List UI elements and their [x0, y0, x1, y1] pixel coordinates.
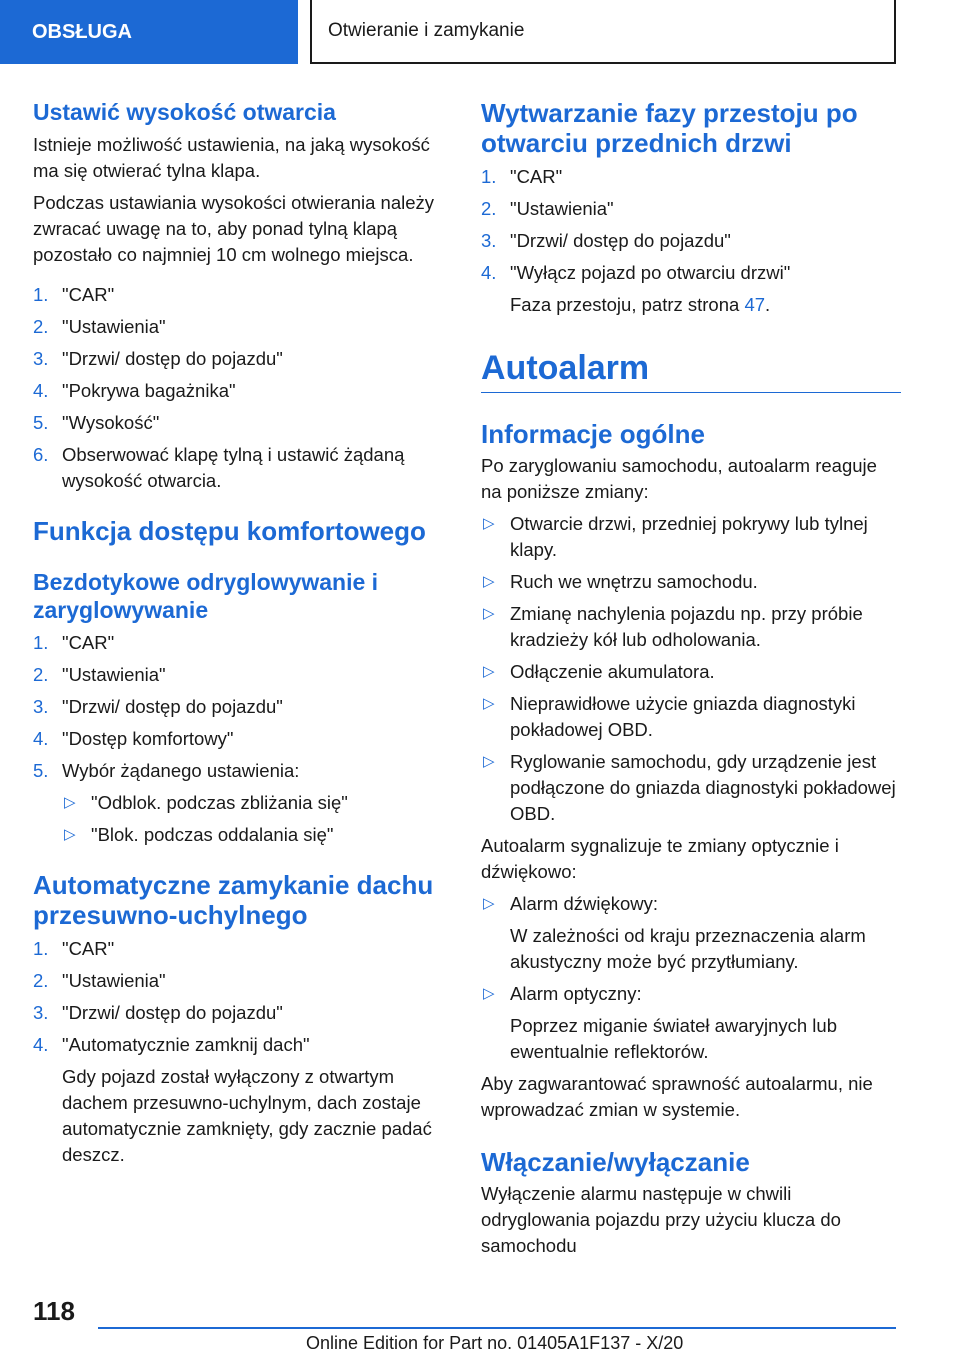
steps-list [33, 936, 453, 1058]
section-title: Włączanie/wyłączanie [481, 1147, 750, 1177]
section-tab [0, 0, 298, 64]
list-item: 4. "Automatycznie zamknij dach" [33, 1034, 310, 1055]
triangle-right-icon: ▷ [64, 794, 76, 811]
paragraph: Wyłączenie alarmu następuje w chwili odryglowania pojazdu przy użyciu klucza do samochodu [481, 1183, 841, 1256]
list-item: 2. "Ustawienia" [33, 316, 166, 337]
triangle-right-icon: ▷ [483, 573, 495, 590]
paragraph: Istnieje możliwość ustawienia, na jaką wysokość ma się otwierać tylna klapa. [33, 134, 430, 181]
section-title: Wytwarzanie fazy przestoju po otwarciu przednich drzwi [481, 98, 858, 158]
triangle-right-icon: ▷ [483, 985, 495, 1002]
list-item: 3. "Drzwi/ dostęp do pojazdu" [481, 230, 731, 251]
list-item: ▷ Ryglowanie samochodu, gdy urządzenie jest podłączone do gniazda diagnostyki pokładowej OBD. [483, 751, 896, 824]
section-label: OBSŁUGA [32, 20, 132, 43]
list-item: 2. "Ustawienia" [33, 970, 166, 991]
page-number: 118 [33, 1296, 75, 1326]
list-item: ▷ Nieprawidłowe użycie gniazda diagnostyki pokładowej OBD. [483, 693, 856, 740]
list-item: 4. "Wyłącz pojazd po otwarciu drzwi" [481, 262, 791, 283]
list-item: 1. "CAR" [481, 166, 563, 187]
steps-list [33, 630, 453, 848]
paragraph: Po zaryglowaniu samochodu, autoalarm reaguje na poniższe zmiany: [481, 455, 877, 502]
section-title: Automatyczne zamykanie dachu przesuwno-uchylnego [33, 870, 434, 930]
chapter-label: Otwieranie i zamykanie [328, 20, 525, 41]
bullet-note: W zależności od kraju przeznaczenia alarm akustyczny może być przytłumiany. [510, 925, 866, 972]
page-link[interactable]: 47 [744, 294, 766, 315]
bullet-list [481, 891, 901, 1065]
list-item: ▷ Ruch we wnętrzu samochodu. [481, 569, 901, 595]
triangle-right-icon: ▷ [483, 753, 495, 770]
edition-note: Online Edition for Part no. 01405A1F137 - X/20 [306, 1333, 684, 1353]
footer-divider [98, 1327, 896, 1329]
note: Gdy pojazd został wyłączony z otwartym dachem przesuwno-uchylnym, dach zostaje automatycznie zamknięty, gdy zacznie padać deszcz. [62, 1066, 432, 1165]
options-list [62, 790, 453, 848]
list-item: 1. "CAR" [33, 284, 115, 305]
section-title: Ustawić wysokość otwarcia [33, 99, 336, 125]
paragraph: Autoalarm sygnalizuje te zmiany optycznie i dźwiękowo: [481, 835, 839, 882]
list-item: 2. "Ustawienia" [481, 198, 614, 219]
list-item: ▷ Odłączenie akumulatora. [481, 659, 901, 685]
list-item: ▷ "Odblok. podczas zbliżania się" [62, 790, 453, 816]
paragraph: Podczas ustawiania wysokości otwierania należy zwracać uwagę na to, aby ponad tylną klapą pozostało co najmniej 10 cm wolnego miejsca. [33, 192, 435, 265]
list-item: 3. "Drzwi/ dostęp do pojazdu" [33, 1002, 283, 1023]
steps-list [481, 164, 901, 286]
list-item: ▷ Otwarcie drzwi, przedniej pokrywy lub tylnej klapy. [483, 513, 868, 560]
list-item: ▷ "Blok. podczas oddalania się" [62, 822, 453, 848]
list-item: 5. Wybór żądanego ustawienia: ▷ "Odblok. podczas zbliżania się" ▷ "Blok. podczas oddalania się" [33, 758, 453, 848]
triangle-right-icon: ▷ [483, 695, 495, 712]
bullet-note: Poprzez miganie świateł awaryjnych lub ewentualnie reflektorów. [510, 1015, 837, 1062]
list-item: ▷ Alarm optyczny: Poprzez miganie świateł awaryjnych lub ewentualnie reflektorów. [481, 981, 901, 1065]
list-item: 6. Obserwować klapę tylną i ustawić żądaną wysokość otwarcia. [33, 444, 405, 491]
list-item: 4. "Pokrywa bagażnika" [33, 380, 236, 401]
chapter-title: Autoalarm [481, 349, 650, 387]
chapter-header [310, 0, 896, 64]
steps-list [33, 282, 453, 494]
triangle-right-icon: ▷ [64, 826, 76, 843]
paragraph: Aby zagwarantować sprawność autoalarmu, nie wprowadzać zmian w systemie. [481, 1073, 873, 1120]
list-item: 1. "CAR" [33, 632, 115, 653]
list-item: 4. "Dostęp komfortowy" [33, 728, 234, 749]
triangle-right-icon: ▷ [483, 605, 495, 622]
list-item: ▷ Alarm dźwiękowy: W zależności od kraju przeznaczenia alarm akustyczny może być przytłumiany. [481, 891, 901, 975]
right-column [481, 98, 901, 1265]
list-item: 3. "Drzwi/ dostęp do pojazdu" [33, 348, 283, 369]
list-item: 2. "Ustawienia" [33, 664, 166, 685]
triangle-right-icon: ▷ [483, 895, 495, 912]
subsection-title: Bezdotykowe odryglowywanie i zaryglowywanie [33, 569, 379, 623]
section-title: Funkcja dostępu komfortowego [33, 516, 426, 546]
list-item: 1. "CAR" [33, 938, 115, 959]
list-item: ▷ Zmianę nachylenia pojazdu np. przy próbie kradzieży kół lub odholowania. [483, 603, 863, 650]
list-item: 3. "Drzwi/ dostęp do pojazdu" [33, 696, 283, 717]
bullet-list [481, 511, 901, 827]
section-title: Informacje ogólne [481, 419, 705, 449]
triangle-right-icon: ▷ [483, 663, 495, 680]
divider [481, 392, 901, 393]
left-column [33, 98, 453, 1174]
triangle-right-icon: ▷ [483, 515, 495, 532]
list-item: 5. "Wysokość" [33, 412, 160, 433]
note: Faza przestoju, patrz strona 47. [510, 294, 771, 315]
